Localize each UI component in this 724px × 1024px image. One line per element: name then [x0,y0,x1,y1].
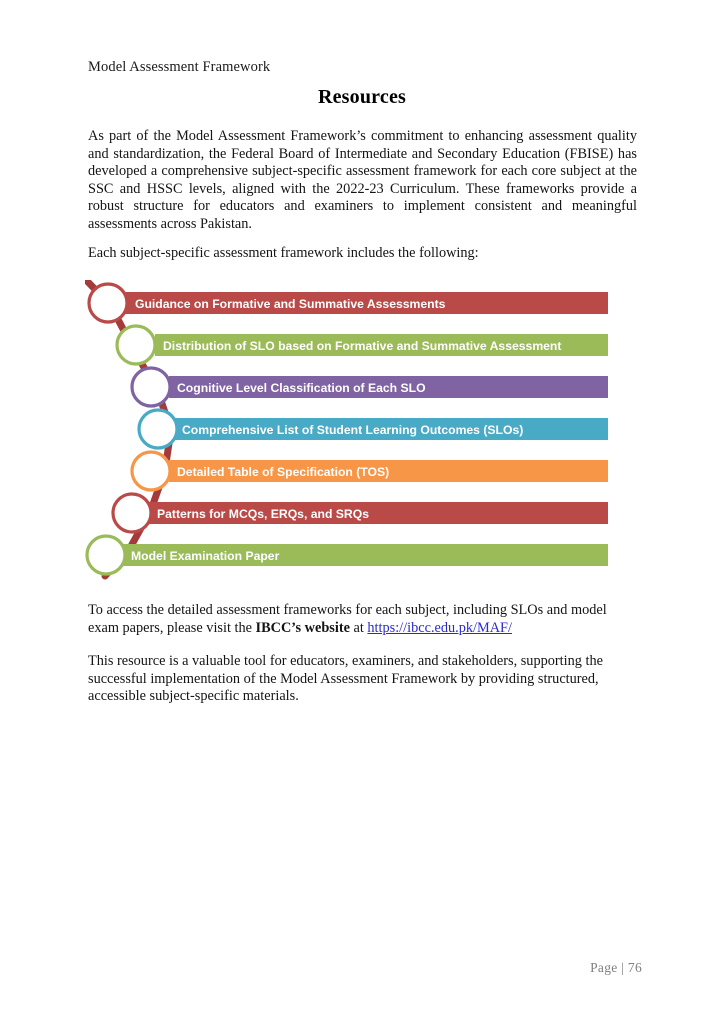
page-footer: Page | 76 [590,960,642,975]
access-text-mid: at [349,619,368,636]
diagram-row-5 [132,452,608,490]
diagram-label-5: Detailed Table of Specification (TOS) [177,465,390,479]
diagram-row-3 [132,368,608,406]
page-title: Resources [317,86,407,108]
access-text-prefix: To access the detailed assessment frameworks for each subject, including SLOs and model exam papers, please visit the [88,602,607,636]
access-paragraph [88,602,637,637]
diagram-label-2: Distribution of SLO based on Formative and Summative Assessment [163,339,562,353]
diagram-row-1 [89,284,608,322]
running-header: Model Assessment Framework [88,59,271,75]
diagram-row-7 [87,536,608,574]
ibcc-website-bold: IBCC’s website [255,619,350,636]
diagram-label-1: Guidance on Formative and Summative Assessments [135,297,446,311]
intro-paragraph: As part of the Model Assessment Framework’s commitment to enhancing assessment quality and standardization, the Federal Board of Intermediate and Secondary Education (FBISE) has developed a comprehensive subject-specific assessment framework for each core subject at the SSC and HSSC levels, aligned with the 2022-23 Curriculum. These frameworks provide a robust structure for educators and examiners to implement consistent and meaningful assessments across Pakistan. [88,128,637,232]
ibcc-maf-link[interactable]: https://ibcc.edu.pk/MAF/ [367,619,512,636]
diagram-row-4 [139,410,608,448]
framework-contents-diagram [85,280,630,580]
lead-in-paragraph: Each subject-specific assessment framework includes the following: [88,245,479,261]
diagram-label-4: Comprehensive List of Student Learning Outcomes (SLOs) [182,423,524,437]
diagram-row-6 [113,494,608,532]
diagram-row-2 [117,326,608,364]
closing-paragraph: This resource is a valuable tool for educators, examiners, and stakeholders, supporting the successful implementation of the Model Assessment Framework by providing structured, accessible subject-specific materials. [88,653,603,705]
diagram-label-7: Model Examination Paper [131,549,280,563]
diagram-label-6: Patterns for MCQs, ERQs, and SRQs [157,507,369,521]
diagram-label-3: Cognitive Level Classification of Each SLO [177,381,426,395]
